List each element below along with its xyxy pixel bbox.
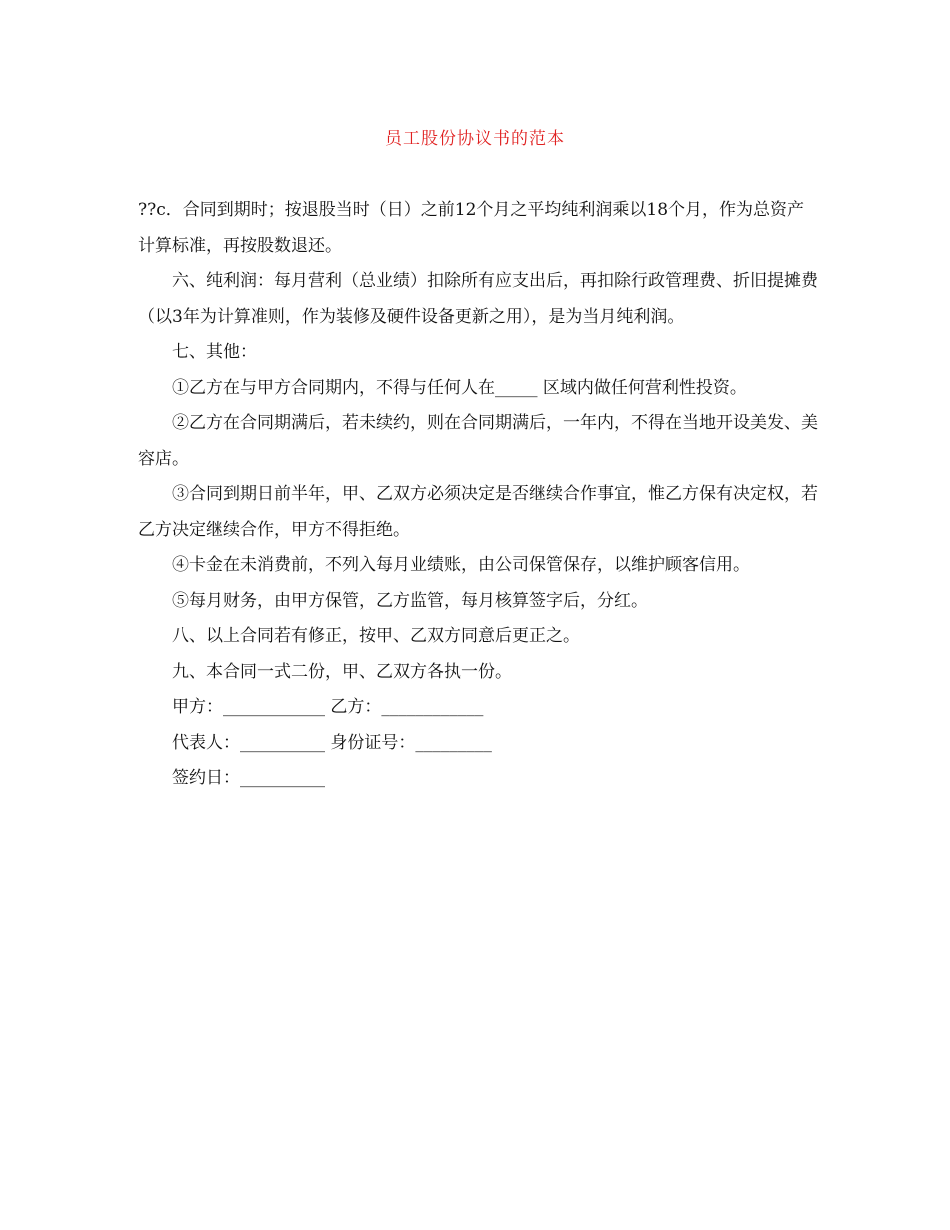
paragraph-net-profit: 六、纯利润：每月营利（总业绩）扣除所有应支出后，再扣除行政管理费、折旧提摊费（以3年为计算准则，作为装修及硬件设备更新之用），是为当月纯利润。: [138, 271, 818, 327]
signature-line-date: 签约日：__________: [172, 768, 325, 788]
paragraph-other-item-1: ①乙方在与甲方合同期内，不得与任何人在_____ 区域内做任何营利性投资。: [172, 377, 747, 398]
signature-line-representative: 代表人：__________ 身份证号：_________: [172, 732, 492, 753]
paragraph-other-item-2: ②乙方在合同期满后，若未续约，则在合同期满后，一年内，不得在当地开设美发、美容店。: [138, 413, 818, 469]
paragraph-copies: 九、本合同一式二份，甲、乙双方各执一份。: [172, 661, 512, 682]
signature-line-parties: 甲方：____________ 乙方：____________: [172, 697, 484, 717]
document-title: 员工股份协议书的范本: [385, 129, 565, 149]
paragraph-other-item-4: ④卡金在未消费前，不列入每月业绩账，由公司保管保存，以维护顾客信用。: [172, 555, 750, 575]
document-body: [138, 193, 818, 797]
paragraph-other-item-3: ③合同到期日前半年，甲、乙双方必须决定是否继续合作事宜，惟乙方保有决定权，若乙方决定继续合作，甲方不得拒绝。: [138, 484, 818, 540]
paragraph-total-assets-clause: ??c．合同到期时；按退股当时（日）之前12个月之平均纯利润乘以18个月，作为总资产计算标准，再按股数退还。: [138, 200, 805, 256]
paragraph-other-heading: 七、其他：: [172, 342, 257, 362]
paragraph-amendment: 八、以上合同若有修正，按甲、乙双方同意后更正之。: [172, 626, 580, 646]
paragraph-other-item-5: ⑤每月财务，由甲方保管，乙方监管，每月核算签字后，分红。: [172, 590, 648, 611]
